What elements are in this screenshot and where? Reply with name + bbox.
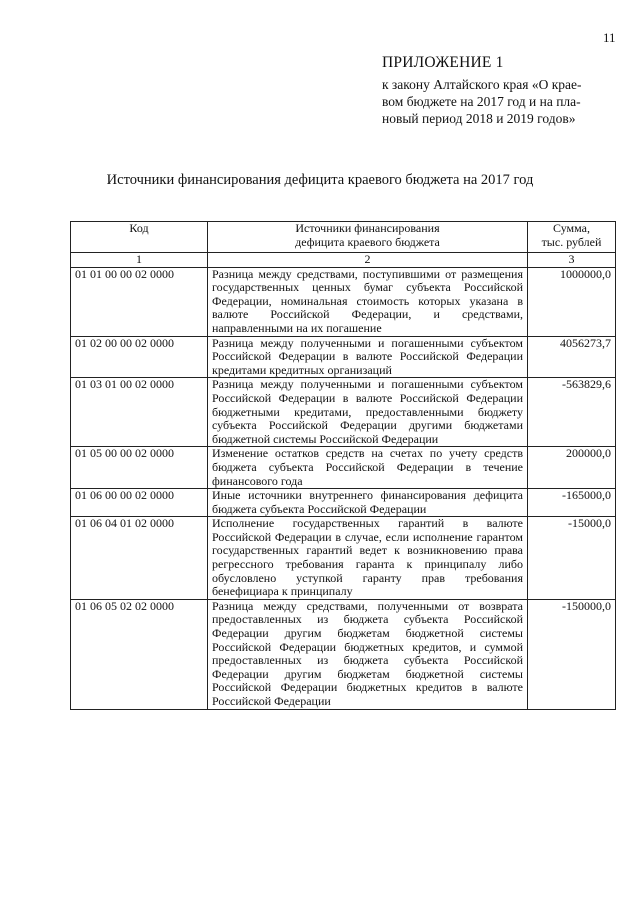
header-source bbox=[208, 222, 528, 253]
row-code: 01 05 00 00 02 0000 bbox=[71, 447, 208, 489]
table-row bbox=[71, 489, 616, 517]
header-source-line: дефицита краевого бюджета bbox=[295, 234, 440, 249]
table-row bbox=[71, 378, 616, 447]
page-number: 11 bbox=[603, 30, 616, 45]
row-sum: -15000,0 bbox=[528, 517, 616, 600]
row-code: 01 06 05 02 02 0000 bbox=[71, 599, 208, 709]
document-title: Источники финансирования дефицита краевого бюджета на 2017 год bbox=[106, 172, 534, 188]
appendix-header bbox=[382, 54, 612, 127]
row-description: Разница между полученными и погашенными субъектом Российской Федерации в валюте Российской Федерации бюджетными кредитами, предоставленными бюджету субъекта Российской Федерации другими бюджетами бюджетной системы Российской Федерации bbox=[208, 378, 528, 447]
row-description: Разница между средствами, полученными от возврата предоставленных из бюджета субъекта Российской Федерации другим бюджетам бюджетной системы Российской Федерации бюджетных кредитов, и суммой предоставленных из бюджета субъекта Российской Федерации другим бюджетам бюджетной системы Российской Федерации бюджетных кредитов в валюте Российской Федерации bbox=[208, 599, 528, 709]
column-number: 3 bbox=[528, 253, 616, 268]
row-code: 01 01 00 00 02 0000 bbox=[71, 267, 208, 336]
table-row bbox=[71, 336, 616, 378]
column-number: 2 bbox=[208, 253, 528, 268]
row-description: Разница между полученными и погашенными субъектом Российской Федерации в валюте Российской Федерации кредитами кредитных организаций bbox=[208, 336, 528, 378]
row-code: 01 02 00 00 02 0000 bbox=[71, 336, 208, 378]
table-row bbox=[71, 599, 616, 709]
row-sum: 1000000,0 bbox=[528, 267, 616, 336]
header-code: Код bbox=[71, 222, 208, 253]
row-sum: -165000,0 bbox=[528, 489, 616, 517]
column-numbers-row bbox=[71, 253, 616, 268]
row-code: 01 03 01 00 02 0000 bbox=[71, 378, 208, 447]
header-source-line: Источники финансирования bbox=[295, 221, 440, 235]
header-sum-line: Сумма, bbox=[553, 221, 590, 235]
appendix-line: новый период 2018 и 2019 годов» bbox=[382, 111, 576, 126]
row-sum: -563829,6 bbox=[528, 378, 616, 447]
table-row bbox=[71, 267, 616, 336]
row-sum: 200000,0 bbox=[528, 447, 616, 489]
financing-sources-table bbox=[70, 221, 616, 710]
appendix-line: к закону Алтайского края «О крае- bbox=[382, 77, 582, 92]
row-description: Иные источники внутреннего финансирования дефицита бюджета субъекта Российской Федерации bbox=[208, 489, 528, 517]
row-description: Разница между средствами, поступившими от размещения государственных ценных бумаг субъекта Российской Федерации, номинальная стоимость которых указана в валюте Российской Федерации, и средствами, направленными на их погашение bbox=[208, 267, 528, 336]
table-row bbox=[71, 447, 616, 489]
table-row bbox=[71, 517, 616, 600]
row-description: Исполнение государственных гарантий в валюте Российской Федерации в случае, если исполнение гарантом государственных гарантий ведет к возникновению права регрессного требования гаранта к принципалу либо обусловлено уступкой гаранту прав требования бенефициара к принципалу bbox=[208, 517, 528, 600]
column-number: 1 bbox=[71, 253, 208, 268]
table-header-row bbox=[71, 222, 616, 253]
row-code: 01 06 00 00 02 0000 bbox=[71, 489, 208, 517]
appendix-title: ПРИЛОЖЕНИЕ 1 bbox=[382, 54, 504, 71]
row-description: Изменение остатков средств на счетах по учету средств бюджета субъекта Российской Федерации в течение финансового года bbox=[208, 447, 528, 489]
appendix-line: вом бюджете на 2017 год и на пла- bbox=[382, 94, 581, 109]
row-code: 01 06 04 01 02 0000 bbox=[71, 517, 208, 600]
row-sum: 4056273,7 bbox=[528, 336, 616, 378]
row-sum: -150000,0 bbox=[528, 599, 616, 709]
header-sum-line: тыс. рублей bbox=[541, 234, 602, 249]
header-sum bbox=[528, 222, 616, 253]
